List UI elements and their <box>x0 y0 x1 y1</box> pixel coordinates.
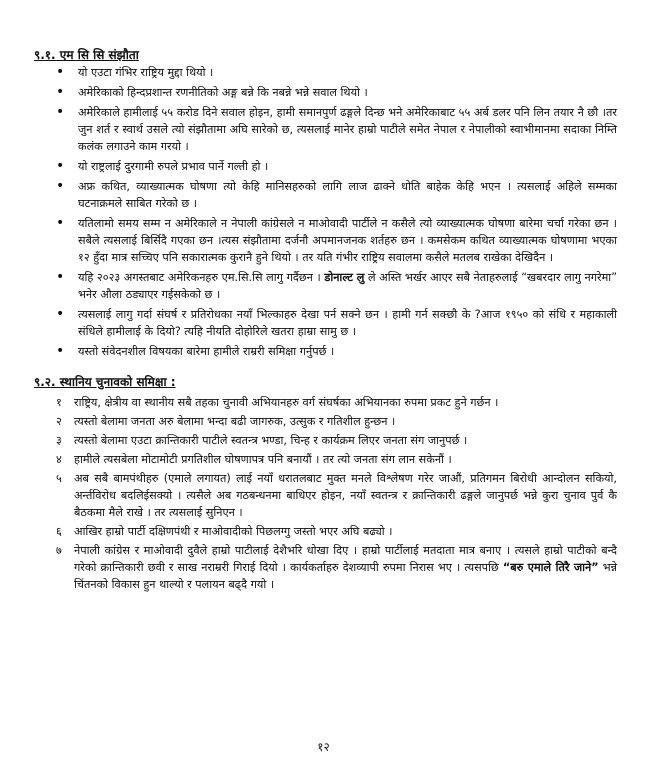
section-title-local-election: ९.२. स्थानिय चुनावको समिक्षा : <box>34 375 176 389</box>
item-number: ७ <box>56 544 62 557</box>
bullet-text: अमेरिकाको हिन्दप्रशान्त रणनीतिको अङ्ग बन्ने कि नबन्ने भन्ने सवाल थियो । <box>78 86 368 99</box>
bullet-item <box>56 64 617 81</box>
item-text: राष्ट्रिय, क्षेत्रीय वा स्थानीय सबै तहका चुनावी अभियानहरु वर्ग संघर्षका अभियानका रुपमा प्रकट हुने गर्छन । <box>74 396 499 409</box>
list-item <box>56 542 617 593</box>
list-item <box>56 470 617 521</box>
bullet-text: यहि २०२३ अगस्तबाट अमेरिकनहरु एम.सि.सि लागु गर्दैछन । <box>78 271 325 284</box>
bullet-icon: • <box>56 343 65 359</box>
bullet-icon: • <box>56 215 65 231</box>
list-item <box>56 394 617 411</box>
bullet-list <box>34 64 617 360</box>
item-text-cont: भन्ने चिंतनको विकास हुन थाल्यो र पलायन बढ्दै गयो । <box>74 561 617 591</box>
bullet-icon: • <box>56 158 65 174</box>
bullet-icon: • <box>56 306 65 322</box>
page-number: १२ <box>317 740 330 754</box>
item-text: नेपाली कांग्रेस र माओवादी दुवैले हाम्रो पाटीलाई देशैभरि धोखा दिए । हाम्रो पार्टीलाई मतदाता मात्र बनाए । त्यसले हाम्रो पाटीको बन्दै गरेको क्रान्तिकारी छवी र साख नराम्ररी गिराई दियो । कार्यकर्ताहरु देशव्यापी रुपमा निरास भए । त्यसपछि <box>74 544 617 574</box>
item-text: त्यस्तो बेलामा एउटा क्रान्तिकारी पाटीले स्वतन्त्र भण्डा, चिन्ह र कार्यक्रम लिएर जनता संग जानुपर्छ । <box>74 434 468 447</box>
item-text: त्यस्तो बेलामा जनता अरु बेलामा भन्दा बढी जागरुक, उत्सुक र गतिशील हुन्छन । <box>74 415 396 428</box>
bold-name: डोनाल्ट लु <box>324 271 365 284</box>
bullet-icon: • <box>56 104 65 120</box>
numbered-list <box>34 394 617 593</box>
item-number: ४ <box>56 453 62 466</box>
item-number: २ <box>56 415 62 428</box>
bullet-item <box>56 104 617 155</box>
list-item <box>56 432 617 449</box>
bullet-item <box>56 84 617 101</box>
bullet-icon: • <box>56 64 65 80</box>
bullet-icon: • <box>56 84 65 100</box>
bullet-item <box>56 269 617 303</box>
bullet-text: यस्तो संवेदनशील विषयका बारेमा हामीले राम्ररी समिक्षा गर्नुपर्छ । <box>78 345 335 358</box>
bullet-item <box>56 178 617 212</box>
bullet-item <box>56 306 617 340</box>
bullet-text: अफ्र कथित, व्याख्यात्मक घोषणा त्यो केहि मानिसहरुको लागि लाज ढाक्ने धोति बाहेक केहि भएन । त्यसलाई अहिले सम्मका घटनाक्रमले साबित गरेको छ । <box>78 180 617 210</box>
list-item <box>56 413 617 430</box>
item-text: आखिर हाम्रो पार्टी दक्षिणपंथी र माओवादीको पिछलग्गु जस्तो भएर अघि बढ्यो । <box>74 525 393 538</box>
bullet-text: यतिलामो समय सम्म न अमेरिकाले न नेपाली कांग्रेसले न माओवादी पार्टीले न कसैले त्यो व्याख्यात्मक घोषणा बारेमा चर्चा गरेका छन । सबैले त्यसलाई बिर्सिदै गएका छन ।त्यस संझौतामा दर्जनौ अपमानजनक शर्तहरु छन । कमसेकम कथित व्याख्यात्मक घोषणामा भएका १२ हुँदा मात्र सच्चिए पनि सकारात्मक कुरानै हुने थियो । तर यति गंभीर राष्ट्रिय सवालमा कसैले मतलब राखेका देखिदैन । <box>78 217 617 264</box>
item-number: ६ <box>56 525 62 538</box>
item-text: अब सबै बामपंथीहरु (एमाले लगायत) लाई नयाँ धरातलबाट मुक्त मनले विश्लेषण गरेर जाऔं, प्रतिगमन बिरोधी आन्दोलन सकियो, अर्न्तविरोध बदलिईसक्यो । त्यसैले अब गठबन्धनमा बाधिएर होइन, नयाँ स्वतन्त्र र क्रान्तिकारी ढङ्गले जानुपर्छ भन्ने कुरा चुनाव पुर्व कै बैठकमा मैले राखे । तर त्यसलाई सुनिएन । <box>74 472 617 519</box>
item-number: १ <box>56 396 62 409</box>
bullet-item <box>56 158 617 175</box>
section-local-election <box>34 373 617 593</box>
list-item <box>56 523 617 540</box>
bold-quote: “बरु एमाले तिरै जाने” <box>502 561 599 574</box>
bullet-text: यो एउटा गंभिर राष्ट्रिय मुद्दा थियो । <box>78 66 214 79</box>
bullet-text-cont: ले अस्ति भर्खर आएर सबै नेताहरुलाई “खबरदार लागु नगरेमा” भनेर औला ठड्याएर गईसकेको छ । <box>78 271 617 301</box>
section-mcc <box>34 46 617 360</box>
list-item <box>56 451 617 468</box>
bullet-item <box>56 215 617 266</box>
item-text: हामीले त्यसबेला मोटामोटी प्रगतिशील घोषणापत्र पनि बनायौं । तर त्यो जनता संग लान सकेनौं । <box>74 453 452 466</box>
bullet-item <box>56 343 617 360</box>
item-number: ५ <box>56 472 62 485</box>
bullet-icon: • <box>56 269 65 285</box>
item-number: ३ <box>56 434 62 447</box>
bullet-text: यो राष्ट्रलाई दुरगामी रुपले प्रभाव पार्ने गल्ती हो । <box>78 160 269 173</box>
bullet-text: त्यसलाई लागु गर्दा संघर्ष र प्रतिरोधका नयाँ भिल्काहरु देखा पर्न सक्ने छन । हामी गर्न सक्छौ के ?आज १९५० को संधि र महाकाली संधिले हामीलाई के दियो? त्यहि नीयति दोहोरिले खतरा हाम्रा सामु छ । <box>78 308 617 338</box>
section-title-mcc: ९.१. एम सि सि संझौता <box>34 48 139 62</box>
bullet-icon: • <box>56 178 65 194</box>
bullet-text: अमेरिकाले हामीलाई ५५ करोड दिने सवाल होइन, हामी समानपुर्ण ढङ्गले दिन्छ भने अमेरिकाबाट ५५ अर्ब डलर पनि लिन तयार नै छौ ।तर जुन शर्त र स्वार्थ उसले त्यो संझौतामा अघि सारेको छ, त्यसलाई मानेर हाम्रो पाटीले समेत नेपाल र नेपालीको स्वाभीमानमा सदाका निम्ति कलंक लगाउने काम गरयो । <box>78 106 617 153</box>
